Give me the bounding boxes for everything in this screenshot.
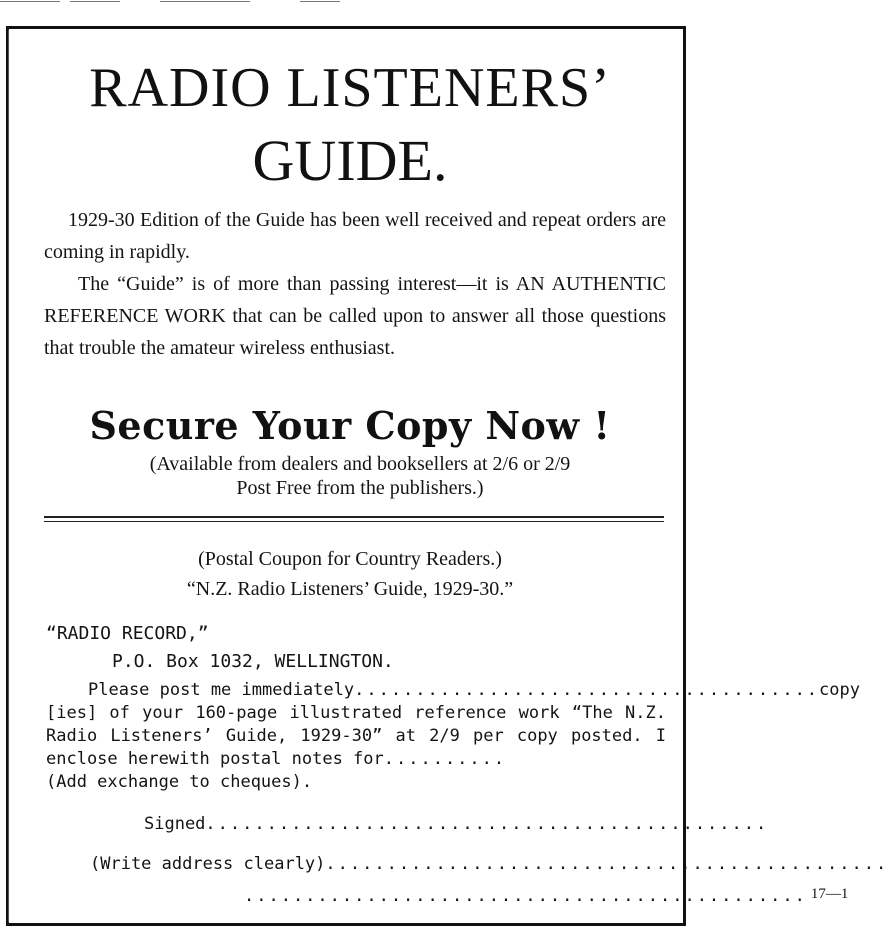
- intro-paragraph-1: 1929-30 Edition of the Guide has been well received and repeat orders are coming in rapidly.: [44, 209, 666, 263]
- order-fill-dots: ......................................: [354, 680, 820, 700]
- coupon-heading: (Postal Coupon for Country Readers.): [198, 548, 502, 570]
- signed-label: Signed: [144, 814, 206, 834]
- availability-line-2: Post Free from the publishers.): [236, 477, 484, 499]
- address-line-2: [244, 886, 849, 906]
- order-line-text: Please post me immediately: [88, 680, 355, 700]
- signed-fill-dots: ..............................................: [205, 814, 769, 834]
- coupon-address: P.O. Box 1032, WELLINGTON.: [112, 651, 394, 672]
- reference-code: 17—1: [810, 886, 849, 902]
- coupon-addressee: “RADIO RECORD,”: [46, 623, 209, 644]
- availability-line-1: (Available from dealers and booksellers at 2/6 or 2/9: [149, 453, 571, 475]
- availability-note: [60, 452, 660, 500]
- address-fill-dots: ..............................................: [325, 854, 888, 874]
- order-body: [46, 702, 666, 771]
- signed-line: [144, 814, 769, 834]
- exchange-note: (Add exchange to cheques).: [46, 772, 313, 792]
- divider-rule-bottom: [44, 521, 664, 522]
- address-label: (Write address clearly): [90, 854, 326, 874]
- heading-line-1: RADIO LISTENERS’: [89, 57, 611, 119]
- order-line: [88, 680, 860, 700]
- order-suffix: copy: [819, 680, 860, 700]
- call-to-action: Secure Your Copy Now !: [89, 403, 611, 448]
- intro-paragraph-2: The “Guide” is of more than passing interest—it is AN AUTHENTIC REFERENCE WORK that can be called upon to answer all those questions that trouble the amateur wireless enthusiast.: [44, 273, 666, 359]
- coupon-subheading: “N.Z. Radio Listeners’ Guide, 1929-30.”: [186, 578, 514, 600]
- order-body-text: [ies] of your 160-page illustrated reference work “The N.Z. Radio Listeners’ Guide, 1929-30” at 2/9 per copy posted. I enclose herewith postal notes for: [46, 703, 666, 769]
- divider-rule-top: [44, 516, 664, 518]
- top-edge-line: [0, 0, 700, 3]
- heading-line-2: GUIDE.: [252, 128, 448, 193]
- postal-notes-dots: ..........: [383, 749, 507, 769]
- address-line: [90, 854, 888, 874]
- address-fill-dots-2: ..............................................: [244, 886, 807, 906]
